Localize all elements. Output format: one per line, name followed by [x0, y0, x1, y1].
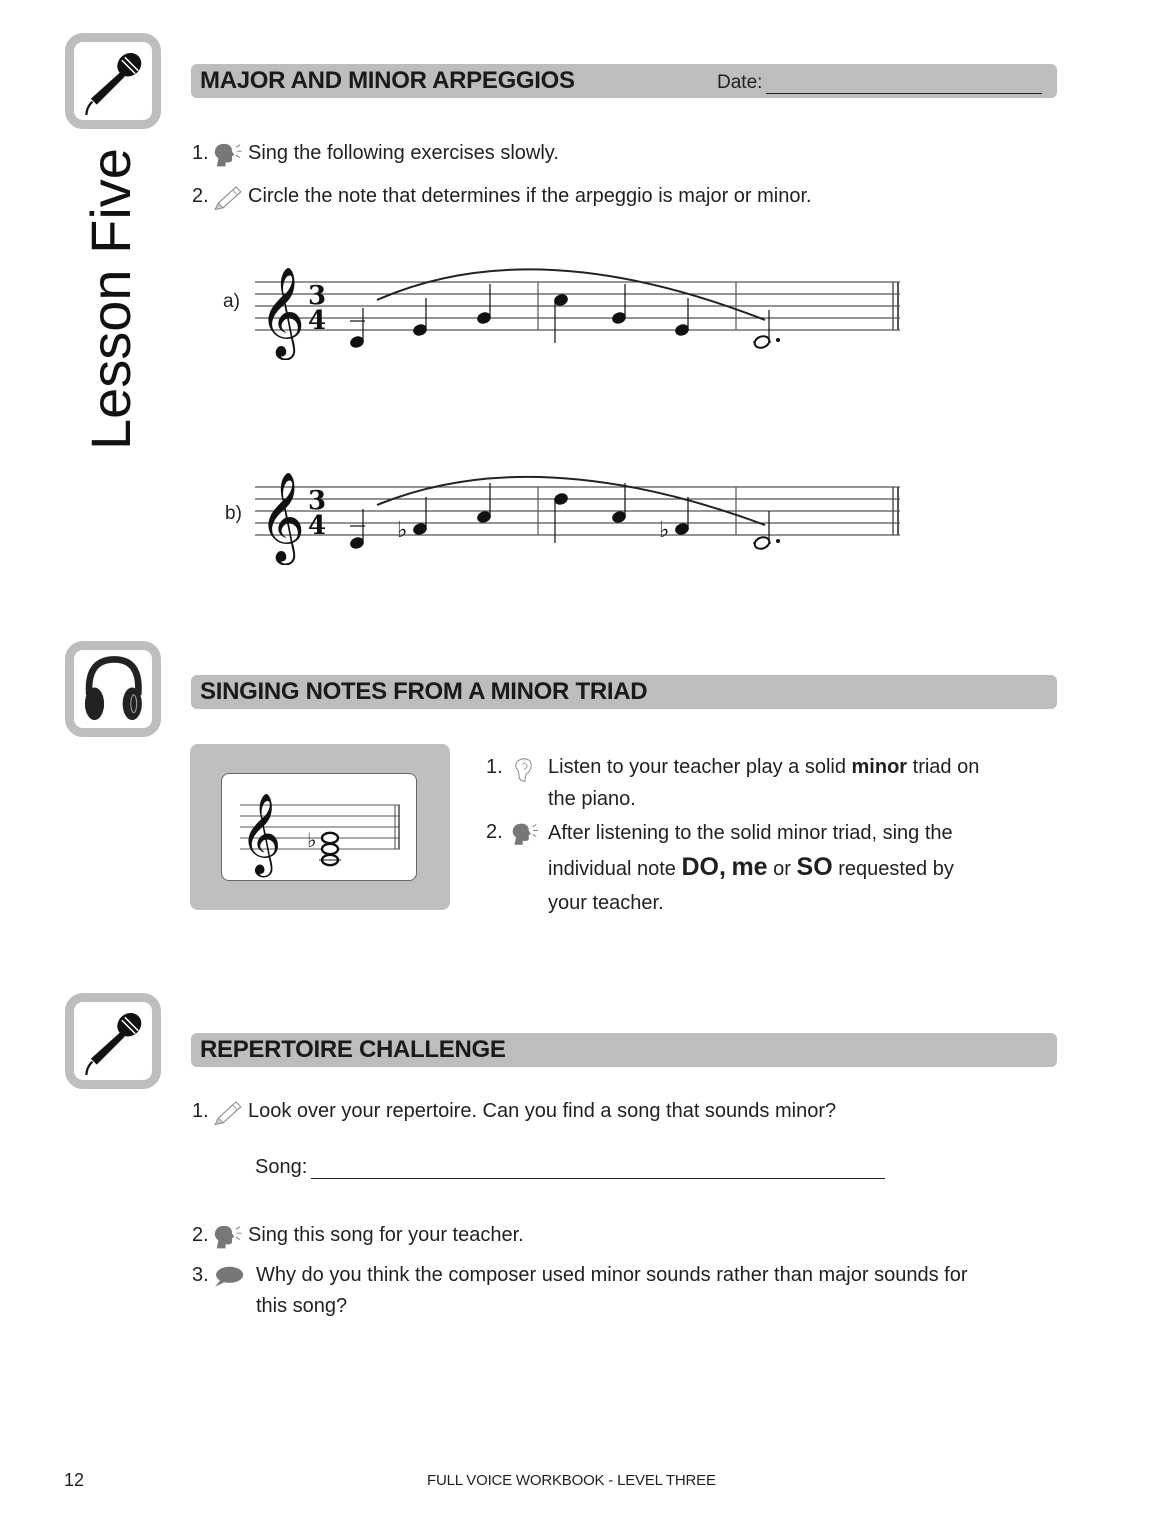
exercise-label-b: b): [225, 503, 242, 524]
song-input-line[interactable]: [311, 1159, 885, 1179]
triad-staff-card: [221, 773, 417, 881]
headphones-icon: [65, 641, 161, 737]
singing-head-icon: [212, 1224, 248, 1250]
book-title: FULL VOICE WORKBOOK - LEVEL THREE: [427, 1472, 716, 1489]
triad-staff: [222, 774, 418, 882]
pencil-icon: [212, 1100, 248, 1126]
instruction-text: After listening to the solid minor triad, sing the individual note DO, me or SO requested by your teacher.: [548, 822, 954, 914]
instruction-number: 1.: [192, 142, 209, 164]
section-title: MAJOR AND MINOR ARPEGGIOS: [200, 67, 575, 94]
instruction-text: Look over your repertoire. Can you find a song that sounds minor?: [248, 1100, 837, 1122]
solfege-do: DO,: [681, 853, 726, 881]
instruction-number: 3.: [192, 1264, 209, 1286]
svg-text:♭: ♭: [659, 518, 670, 543]
instruction-item: [192, 185, 812, 212]
music-staff-a[interactable]: [255, 250, 905, 360]
section-header-repertoire: [191, 1033, 1057, 1067]
svg-text:4: 4: [308, 306, 327, 336]
instruction-text: Sing the following exercises slowly.: [248, 142, 559, 164]
solfege-so: SO: [796, 853, 833, 881]
treble-clef-icon: 𝄞: [240, 792, 282, 874]
instruction-number: 2.: [192, 1224, 209, 1246]
song-label: Song:: [255, 1156, 308, 1178]
instruction-number: 1.: [192, 1100, 209, 1122]
song-field: [255, 1156, 885, 1179]
music-staff-b[interactable]: [255, 455, 905, 565]
singing-head-icon: [510, 821, 548, 855]
instruction-text: Why do you think the composer used minor sounds rather than major sounds for this song?: [256, 1264, 968, 1317]
instruction-item: [192, 142, 559, 169]
svg-text:4: 4: [308, 511, 327, 541]
instruction-item: [192, 1100, 836, 1127]
svg-text:♭: ♭: [397, 518, 408, 543]
pencil-icon: [212, 185, 248, 211]
date-field: [717, 72, 1042, 94]
instruction-text: Listen to your teacher play a solid minor triad on the piano.: [548, 756, 980, 810]
svg-text:3: 3: [308, 281, 327, 311]
section-header-arpeggios: [191, 64, 1057, 98]
date-label: Date:: [717, 72, 763, 93]
instruction-text: Circle the note that determines if the arpeggio is major or minor.: [248, 185, 812, 207]
triad-card: [190, 744, 450, 910]
treble-clef-icon: 𝄞: [259, 267, 306, 357]
page-number: 12: [64, 1470, 85, 1490]
instruction-item: [192, 1264, 992, 1322]
section-header-minor-triad: [191, 675, 1057, 709]
instruction-text: Sing this song for your teacher.: [248, 1224, 524, 1246]
instruction-item: [486, 756, 1006, 815]
speech-bubble-icon: [212, 1264, 256, 1290]
microphone-icon: [65, 993, 161, 1089]
exercise-label-a: a): [223, 291, 240, 312]
date-input-line[interactable]: [766, 74, 1042, 94]
instruction-item: [486, 821, 1006, 920]
instruction-item: [192, 1224, 524, 1251]
treble-clef-icon: 𝄞: [259, 472, 306, 562]
lesson-side-label: Lesson Five: [79, 148, 142, 450]
instruction-number: 2.: [486, 821, 503, 843]
singing-head-icon: [212, 142, 248, 168]
section-title: SINGING NOTES FROM A MINOR TRIAD: [200, 678, 648, 705]
section-title: REPERTOIRE CHALLENGE: [200, 1036, 506, 1063]
svg-text:3: 3: [308, 486, 327, 516]
svg-text:♭: ♭: [307, 828, 317, 852]
instruction-number: 1.: [486, 756, 503, 778]
solfege-me: me: [731, 853, 768, 881]
microphone-icon: [65, 33, 161, 129]
ear-icon: [510, 756, 548, 790]
minor-triad-instructions: [486, 756, 1006, 920]
instruction-number: 2.: [192, 185, 209, 207]
